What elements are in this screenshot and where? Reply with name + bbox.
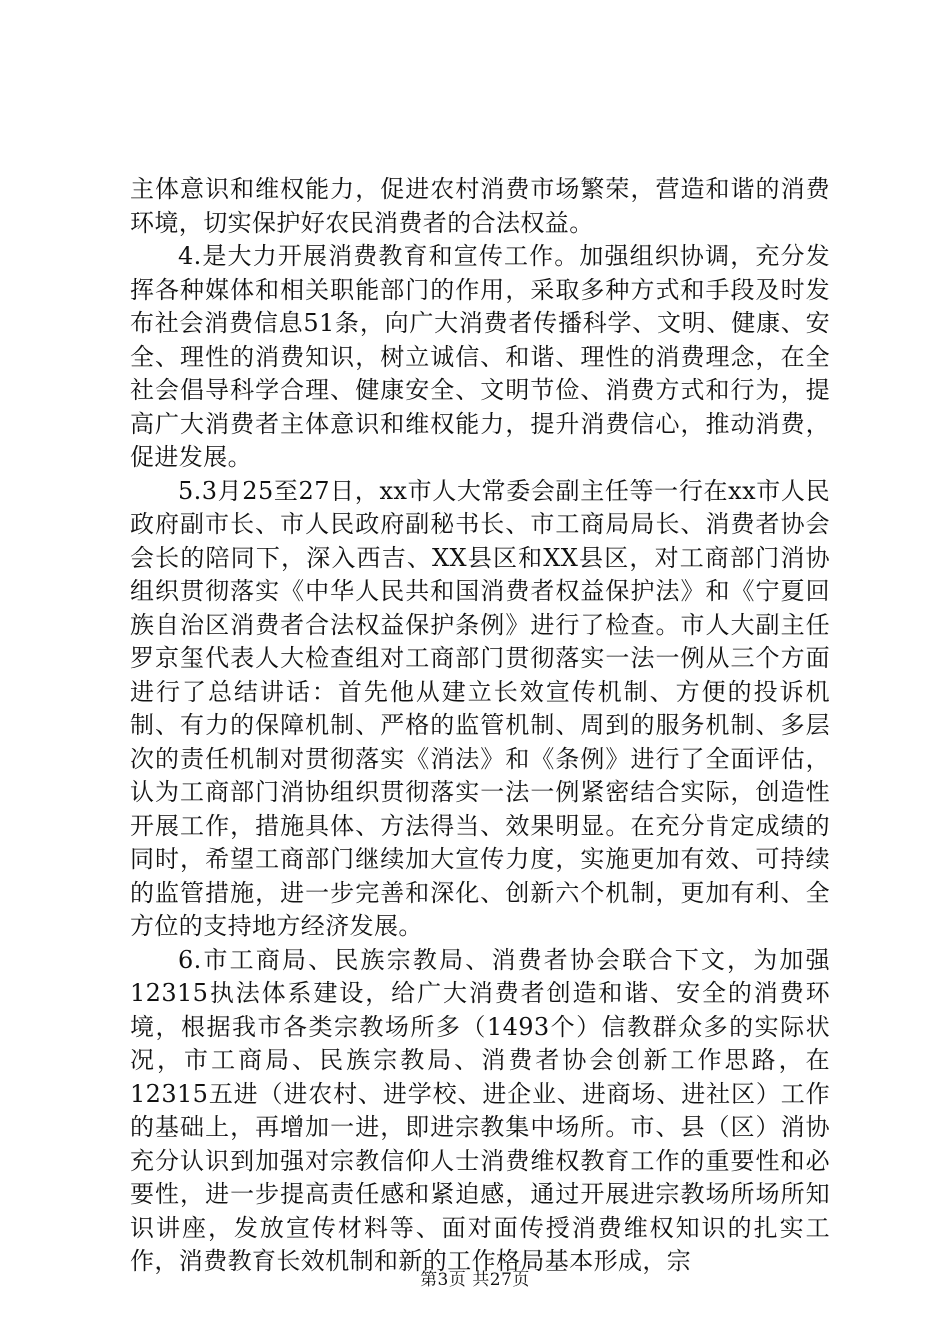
paragraph-item-6: 6.市工商局、民族宗教局、消费者协会联合下文，为加强12315执法体系建设，给广大消费者创造和谐、安全的消费环境，根据我市各类宗教场所多（1493个）信教群众多的实际状况，市工商局、民族宗教局、消费者协会创新工作思路，在12315五进（进农村、进学校、进企业、进商场、进社区）工作的基础上，再增加一进，即进宗教集中场所。市、县（区）消协充分认识到加强对宗教信仰人士消费维权教育工作的重要性和必要性，进一步提高责任感和紧迫感，通过开展进宗教场所场所知识讲座，发放宣传材料等、面对面传授消费维权知识的扎实工作，消费教育长效机制和新的工作格局基本形成，宗 <box>130 945 830 1275</box>
page-footer: 第3页 共27页 <box>420 1270 530 1290</box>
paragraph-continuation: 主体意识和维权能力，促进农村消费市场繁荣，营造和谐的消费环境，切实保护好农民消费者的合法权益。 <box>130 175 830 237</box>
paragraph-item-4: 4.是大力开展消费教育和宣传工作。加强组织协调，充分发挥各种媒体和相关职能部门的作用，采取多种方式和手段及时发布社会消费信息51条，向广大消费者传播科学、文明、健康、安全、理性的消费知识，树立诚信、和谐、理性的消费理念，在全社会倡导科学合理、健康安全、文明节俭、消费方式和行为，提高广大消费者主体意识和维权能力，提升消费信心，推动消费，促进发展。 <box>130 242 830 471</box>
paragraph-item-5: 5.3月25至27日，xx市人大常委会副主任等一行在xx市人民政府副市长、市人民政府副秘书长、市工商局局长、消费者协会会长的陪同下，深入西吉、XX县区和XX县区，对工商部门消协组织贯彻落实《中华人民共和国消费者权益保护法》和《宁夏回族自治区消费者合法权益保护条例》进行了检查。市人大副主任罗京玺代表人大检查组对工商部门贯彻落实一法一例从三个方面进行了总结讲话：首先他从建立长效宣传机制、方便的投诉机制、有力的保障机制、严格的监管机制、周到的服务机制、多层次的责任机制对贯彻落实《消法》和《条例》进行了全面评估，认为工商部门消协组织贯彻落实一法一例紧密结合实际，创造性开展工作，措施具体、方法得当、效果明显。在充分肯定成绩的同时，希望工商部门继续加大宣传力度，实施更加有效、可持续的监管措施，进一步完善和深化、创新六个机制，更加有利、全方位的支持地方经济发展。 <box>130 476 830 940</box>
document-body <box>130 173 830 1279</box>
